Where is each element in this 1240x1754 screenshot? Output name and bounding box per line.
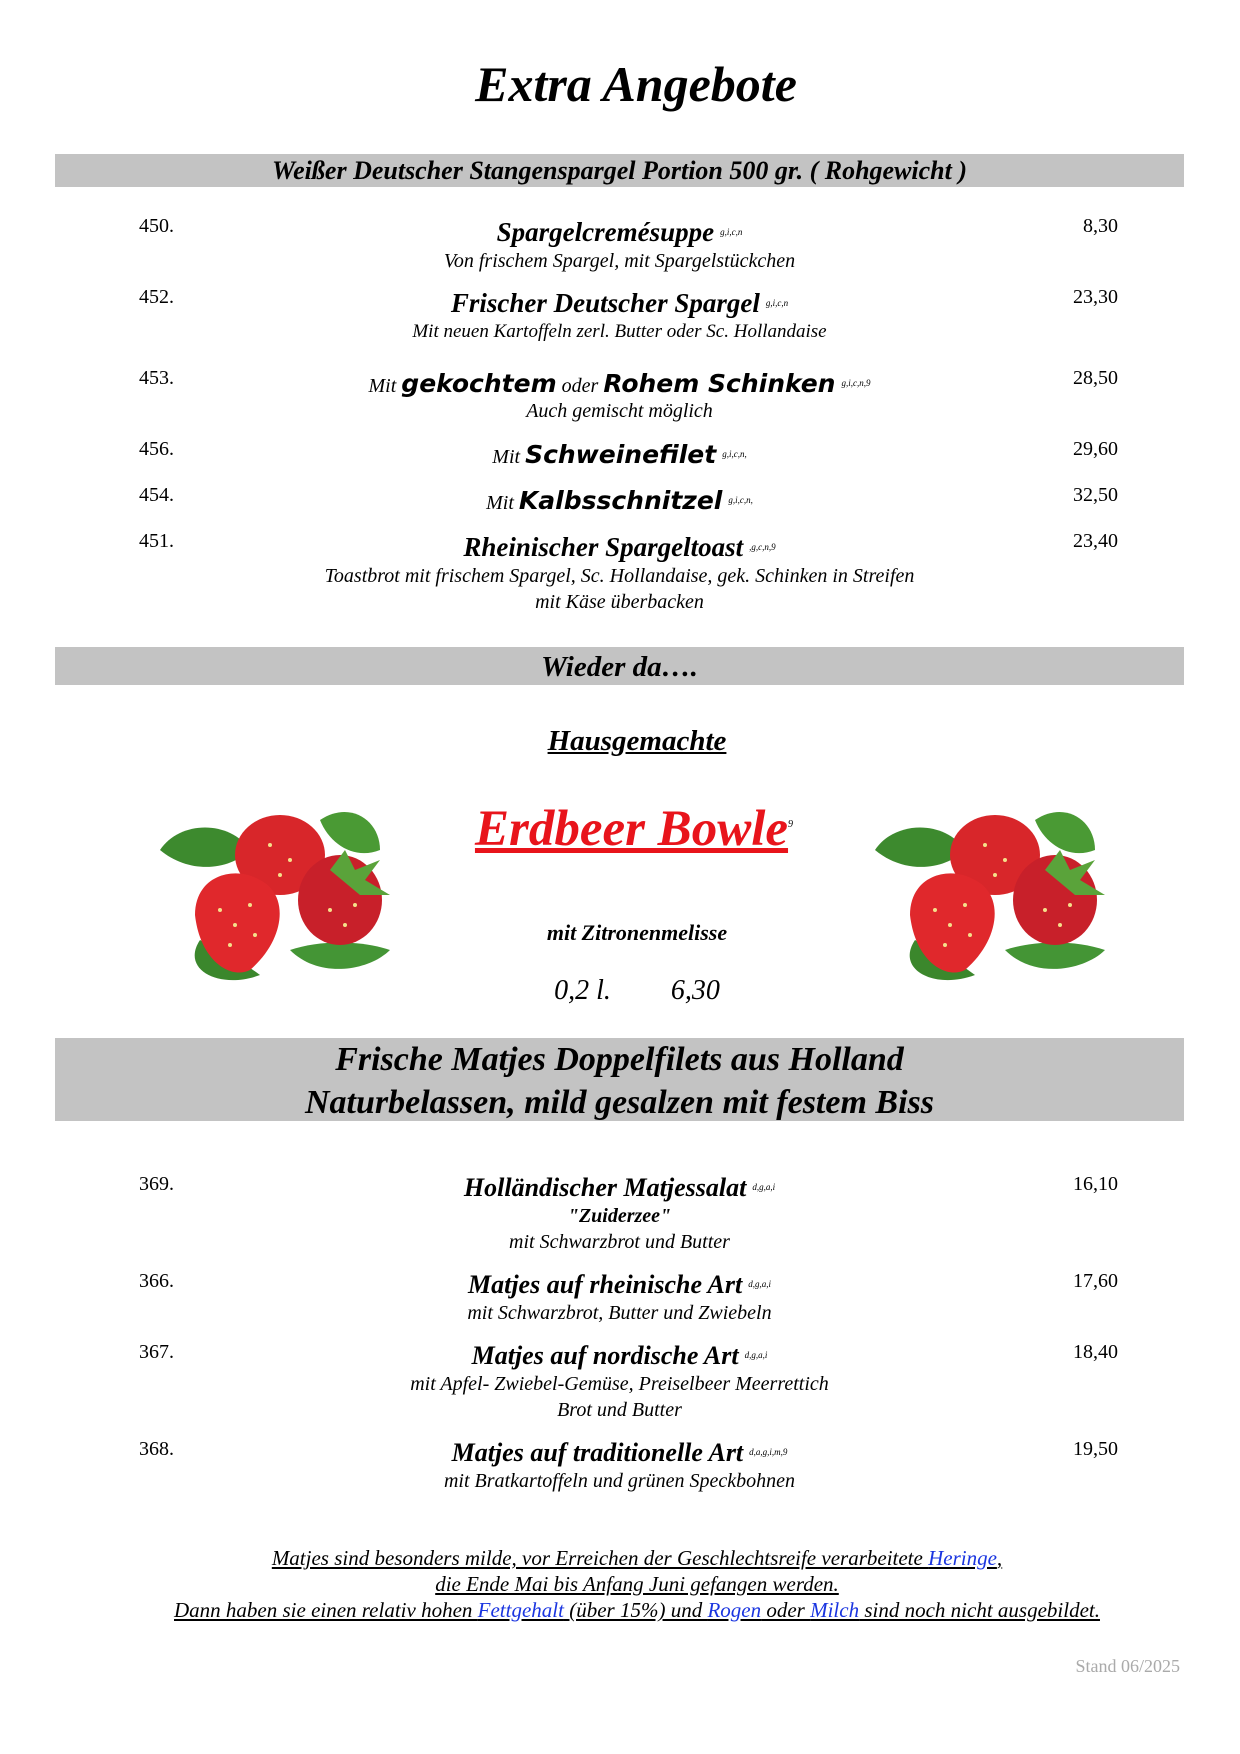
item-number: 452.: [139, 286, 174, 308]
matjes-header: [55, 1038, 1184, 1121]
allergen-codes: g,i,c,n,: [728, 494, 753, 505]
link-rogen[interactable]: Rogen: [707, 1598, 762, 1622]
item-connector: oder: [556, 375, 604, 397]
item-price: 18,40: [1073, 1341, 1118, 1363]
item-name-2: Rohem Schinken: [603, 369, 836, 398]
item-name: Holländischer Matjessalat: [463, 1173, 747, 1202]
item-description-2: Brot und Butter: [557, 1399, 682, 1421]
item-description: Toastbrot mit frischem Spargel, Sc. Hollandaise, gek. Schinken in Streifen: [324, 565, 915, 587]
item-description: mit Apfel- Zwiebel-Gemüse, Preiselbeer Meerrettich: [410, 1373, 829, 1395]
item-number: 368.: [139, 1438, 174, 1460]
allergen-codes: d,a,g,i,m,9: [749, 1446, 788, 1457]
footnote-line-2: die Ende Mai bis Anfang Juni gefangen werden.: [435, 1572, 839, 1596]
item-description: mit Bratkartoffeln und grünen Speckbohnen: [443, 1470, 796, 1492]
item-name: Matjes auf nordische Art: [471, 1341, 739, 1370]
item-name: Frischer Deutscher Spargel: [450, 288, 760, 318]
item-price: 32,50: [1073, 484, 1118, 506]
item-description: mit Schwarzbrot, Butter und Zwiebeln: [467, 1302, 772, 1324]
footnote-text: (über 15%) und: [563, 1598, 708, 1622]
item-name: Matjes auf traditionelle Art: [451, 1438, 744, 1467]
item-description: mit Schwarzbrot und Butter: [509, 1231, 730, 1253]
allergen-codes: d,g,a,i: [752, 1181, 776, 1192]
item-subtitle: "Zuiderzee": [567, 1205, 672, 1227]
allergen-codes: ,g,c,n,9: [749, 541, 776, 552]
item-price: 23,30: [1073, 286, 1118, 308]
item-prefix: Mit: [368, 375, 402, 397]
footnote-text: Matjes sind besonders milde, vor Erreichen der Geschlechtsreife verarbeitete: [271, 1546, 929, 1570]
item-name: Kalbsschnitzel: [518, 486, 723, 515]
allergen-codes: g,i,c,n,9: [841, 377, 871, 388]
link-fettgehalt[interactable]: Fettgehalt: [477, 1598, 564, 1622]
matjes-header-line-2: Naturbelassen, mild gesalzen mit festem Biss: [304, 1084, 935, 1121]
footnote-text: ,: [996, 1546, 1003, 1570]
item-description: Von frischem Spargel, mit Spargelstückchen: [443, 250, 796, 272]
item-description-2: mit Käse überbacken: [535, 591, 704, 613]
stand-date: Stand 06/2025: [1075, 1656, 1180, 1676]
item-price: 16,10: [1073, 1173, 1118, 1195]
item-price: 23,40: [1073, 530, 1118, 552]
item-price: 8,30: [1083, 215, 1118, 237]
footnote-line-1: [0, 1545, 1240, 1571]
item-description: Mit neuen Kartoffeln zerl. Butter oder Sc. Hollandaise: [412, 321, 827, 342]
asparagus-header: Weißer Deutscher Stangenspargel Portion 500 gr. ( Rohgewicht ): [55, 154, 1184, 187]
item-price: 29,60: [1073, 438, 1118, 460]
bowle-subtitle: Hausgemachte: [547, 725, 727, 757]
bowle-name: Erdbeer Bowle: [474, 801, 789, 857]
item-name: Matjes auf rheinische Art: [467, 1270, 743, 1299]
footnote-text: oder: [761, 1598, 811, 1622]
item-price: 17,60: [1073, 1270, 1118, 1292]
item-number: 456.: [139, 438, 174, 460]
link-heringe[interactable]: Heringe: [928, 1546, 997, 1570]
allergen-code: 9: [788, 819, 794, 830]
strawberries-right-image: [855, 800, 1135, 990]
bowle-note: mit Zitronenmelisse: [546, 920, 728, 945]
item-name: gekochtem: [401, 369, 557, 398]
item-number: 367.: [139, 1341, 174, 1363]
link-milch[interactable]: Milch: [810, 1598, 860, 1622]
page-title: Extra Angebote: [475, 56, 797, 112]
item-name: Schweinefilet: [525, 440, 717, 469]
allergen-codes: g,i,c,n: [720, 226, 743, 237]
allergen-codes: g,i,c,n,: [722, 448, 747, 459]
item-number: 450.: [139, 215, 174, 237]
footnote-line-3: [0, 1597, 1240, 1623]
item-name: Rheinischer Spargeltoast: [463, 532, 744, 562]
allergen-codes: d,g,a,i: [748, 1278, 771, 1289]
bowle-header: Wieder da….: [55, 647, 1184, 685]
item-prefix: Mit: [492, 446, 526, 468]
item-number: 369.: [139, 1173, 174, 1195]
allergen-codes: d,g,a,i: [744, 1349, 768, 1360]
item-prefix: Mit: [486, 492, 519, 514]
item-description: Auch gemischt möglich: [526, 400, 713, 422]
item-name: Spargelcremésuppe: [496, 217, 715, 247]
footnote-text: Dann haben sie einen relativ hohen: [174, 1598, 478, 1622]
item-price: 19,50: [1073, 1438, 1118, 1460]
item-price: 28,50: [1073, 367, 1118, 389]
bowle-price: 6,30: [670, 975, 720, 1006]
strawberries-left-image: [140, 800, 420, 990]
bowle-size: 0,2 l.: [554, 975, 611, 1006]
item-number: 366.: [139, 1270, 174, 1292]
footnote-text: sind noch nicht ausgebildet.: [859, 1598, 1100, 1622]
matjes-header-line-1: Frische Matjes Doppelfilets aus Holland: [335, 1041, 904, 1078]
allergen-codes: g,i,c,n: [765, 297, 789, 308]
item-number: 454.: [139, 484, 174, 506]
footnote: [0, 1545, 1240, 1623]
item-number: 451.: [139, 530, 174, 552]
item-number: 453.: [139, 367, 174, 389]
